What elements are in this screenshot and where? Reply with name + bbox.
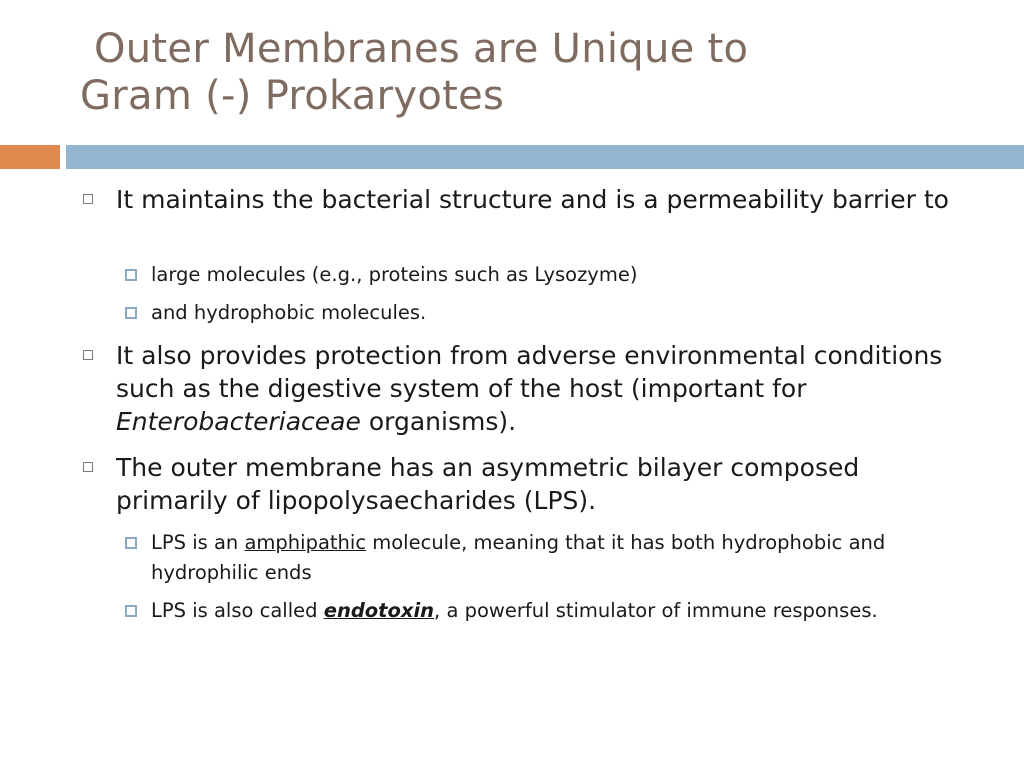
sub-bullet-hydrophobic-molecules (151, 298, 941, 328)
square-bullet-icon (125, 269, 137, 281)
bullet-text-italic: Enterobacteriaceae (116, 407, 361, 436)
square-bullet-icon (125, 605, 137, 617)
slide-title-line-2: Gram (-) Prokaryotes (80, 73, 505, 119)
bullet-text: It maintains the bacterial structure and is a permeability barrier to (116, 185, 949, 214)
bullet-asymmetric-bilayer (116, 451, 976, 517)
bullet-text-suffix: organisms). (360, 407, 517, 436)
hollow-square-bullet-icon (83, 350, 93, 360)
bullet-text-prefix: LPS is also called (151, 599, 324, 622)
sub-bullet-amphipathic (151, 528, 941, 588)
bullet-text: large molecules (e.g., proteins such as Lysozyme) (151, 263, 638, 286)
bullet-text-underlined: amphipathic (244, 531, 367, 554)
bullet-text: and hydrophobic molecules. (151, 301, 427, 324)
hollow-square-bullet-icon (83, 462, 93, 472)
bullet-protection (116, 339, 976, 438)
bullet-text: The outer membrane has an asymmetric bilayer composed primarily of lipopolysaecharides (LPS). (116, 453, 860, 515)
bullet-text-prefix: LPS is an (151, 531, 245, 554)
bullet-text-suffix: molecule, meaning that it has both hydrophobic and hydrophilic ends (151, 531, 886, 584)
square-bullet-icon (125, 307, 137, 319)
hollow-square-bullet-icon (83, 194, 93, 204)
sub-bullet-large-molecules (151, 260, 941, 290)
sub-bullet-endotoxin (151, 596, 941, 626)
bullet-text-suffix: , a powerful stimulator of immune responses. (434, 599, 878, 622)
square-bullet-icon (125, 537, 137, 549)
bullet-text-bold-underlined: endotoxin (323, 599, 435, 622)
bullet-text-prefix: It also provides protection from adverse environmental conditions such as the digestive system of the host (important for (116, 341, 943, 403)
bullet-structure-barrier (116, 183, 976, 216)
slide-title-line-1: Outer Membranes are Unique to (94, 26, 749, 72)
